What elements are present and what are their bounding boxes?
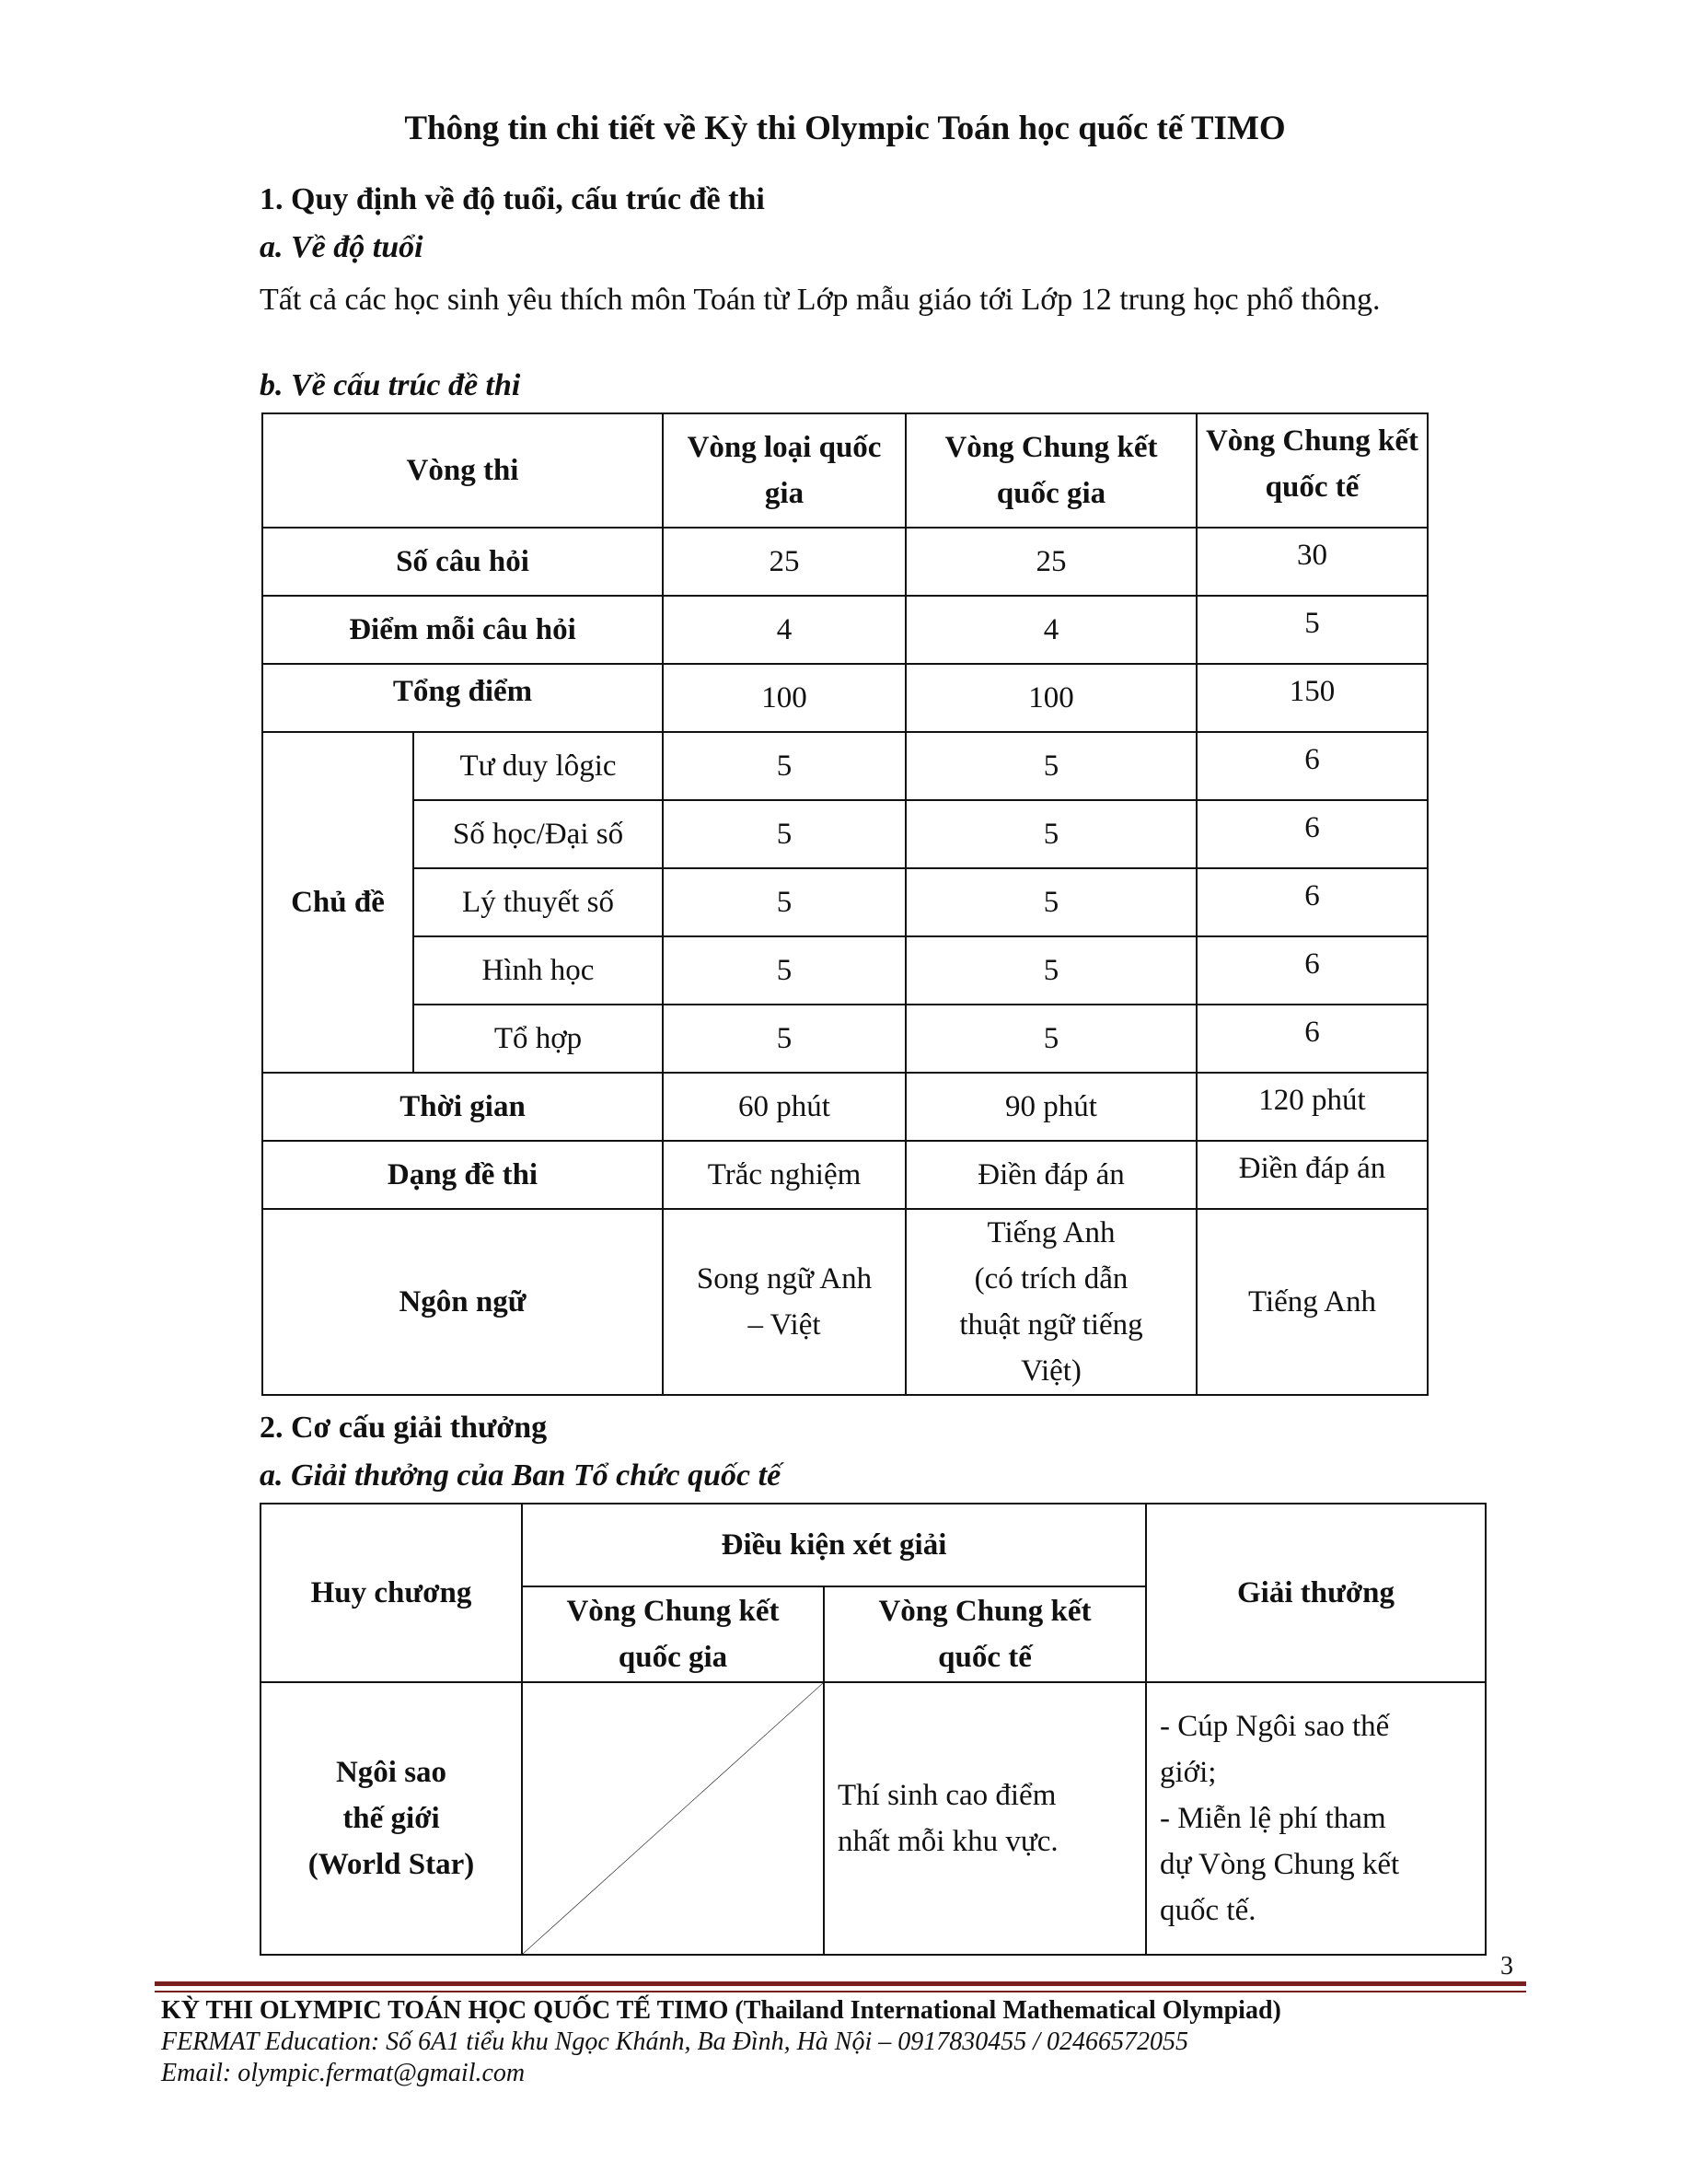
cell-line: Vòng Chung kết bbox=[566, 1595, 780, 1628]
table-cell: 5 bbox=[906, 1005, 1197, 1073]
table-cell: 5 bbox=[906, 868, 1197, 936]
table-cell: 6 bbox=[1197, 936, 1428, 1005]
table-cell: 5 bbox=[663, 868, 906, 936]
table-cell: 6 bbox=[1197, 800, 1428, 868]
table-cell: 5 bbox=[663, 1005, 906, 1073]
cell-line: quốc gia bbox=[618, 1641, 728, 1674]
cell-line: giới; bbox=[1160, 1756, 1217, 1789]
document-title: Thông tin chi tiết về Kỳ thi Olympic Toán học quốc tế TIMO bbox=[404, 110, 1286, 147]
cell-line: Song ngữ Anh bbox=[696, 1262, 873, 1295]
table-cell: 100 bbox=[663, 664, 906, 732]
diagonal-line bbox=[523, 1683, 823, 1954]
table-cell: 100 bbox=[906, 664, 1197, 732]
table-cell: 5 bbox=[1197, 596, 1428, 664]
international-condition bbox=[824, 1682, 1146, 1955]
exam-structure-table bbox=[261, 412, 1429, 1396]
cell-line: thế giới bbox=[342, 1802, 440, 1835]
row-label: Ngôn ngữ bbox=[262, 1209, 663, 1395]
cell-line: - Miễn lệ phí tham bbox=[1160, 1802, 1386, 1835]
header-prize: Giải thưởng bbox=[1146, 1504, 1486, 1682]
table-cell: 4 bbox=[906, 596, 1197, 664]
section1-heading: 1. Quy định về độ tuổi, cấu trúc đề thi bbox=[260, 182, 765, 216]
table-cell: 5 bbox=[663, 732, 906, 800]
table-row bbox=[262, 528, 1428, 596]
table-cell: 5 bbox=[906, 732, 1197, 800]
table-row bbox=[262, 1209, 1428, 1395]
table-cell: 6 bbox=[1197, 1005, 1428, 1073]
header-conditions: Điều kiện xét giải bbox=[522, 1504, 1146, 1586]
section2-heading: 2. Cơ cấu giải thưởng bbox=[260, 1411, 548, 1445]
table-row bbox=[262, 936, 1428, 1005]
table-cell: 25 bbox=[906, 528, 1197, 596]
cell-line: (có trích dẫn bbox=[974, 1262, 1129, 1295]
cell-line: quốc tế. bbox=[1160, 1894, 1256, 1927]
table-row bbox=[262, 596, 1428, 664]
table-cell: 6 bbox=[1197, 868, 1428, 936]
cell-line: nhất mỗi khu vực. bbox=[838, 1825, 1059, 1858]
table-row bbox=[262, 868, 1428, 936]
awards-table bbox=[260, 1503, 1487, 1956]
row-label: Tổng điểm bbox=[262, 664, 663, 732]
table-row bbox=[260, 1682, 1486, 1955]
topic-label: Hình học bbox=[413, 936, 663, 1005]
cell-line: Tiếng Anh bbox=[987, 1216, 1116, 1249]
table-cell: Trắc nghiệm bbox=[663, 1141, 906, 1209]
cell-line: Việt) bbox=[1021, 1354, 1082, 1388]
medal-world-star bbox=[260, 1682, 522, 1955]
row-label: Điểm mỗi câu hỏi bbox=[262, 596, 663, 664]
section2-sub-a: a. Giải thưởng của Ban Tổ chức quốc tế bbox=[260, 1458, 781, 1493]
footer-rule-thin bbox=[155, 1991, 1526, 1992]
row-label: Số câu hỏi bbox=[262, 528, 663, 596]
footer-title: KỲ THI OLYMPIC TOÁN HỌC QUỐC TẾ TIMO (Thailand International Mathematical Olympiad) bbox=[161, 1996, 1281, 2025]
cell-line: Ngôi sao bbox=[335, 1756, 447, 1789]
table-row bbox=[262, 1073, 1428, 1141]
footer-rule bbox=[155, 1981, 1526, 1986]
table-cell bbox=[906, 1209, 1197, 1395]
page-number: 3 bbox=[1500, 1952, 1513, 1981]
cell-line: Thí sinh cao điểm bbox=[838, 1779, 1057, 1812]
table-row bbox=[262, 664, 1428, 732]
age-paragraph: Tất cả các học sinh yêu thích môn Toán từ Lớp mẫu giáo tới Lớp 12 trung học phổ thông. bbox=[260, 283, 1381, 317]
table-row bbox=[262, 732, 1428, 800]
table-cell: 30 bbox=[1197, 528, 1428, 596]
cell-line: - Cúp Ngôi sao thế bbox=[1160, 1710, 1390, 1743]
table-header-row bbox=[260, 1504, 1486, 1586]
topic-label: Số học/Đại số bbox=[413, 800, 663, 868]
empty-diagonal-cell bbox=[522, 1682, 824, 1955]
table-cell: 5 bbox=[663, 800, 906, 868]
row-label: Thời gian bbox=[262, 1073, 663, 1141]
cell-line: thuật ngữ tiếng bbox=[959, 1308, 1143, 1342]
row-label: Dạng đề thi bbox=[262, 1141, 663, 1209]
table-cell: 25 bbox=[663, 528, 906, 596]
section1-sub-a: a. Về độ tuổi bbox=[260, 230, 423, 264]
table-cell: Điền đáp án bbox=[1197, 1141, 1428, 1209]
header-national-final: Vòng Chung kết quốc gia bbox=[906, 413, 1197, 528]
cell-line: quốc tế bbox=[938, 1641, 1032, 1674]
table-cell bbox=[663, 1209, 906, 1395]
table-cell: 90 phút bbox=[906, 1073, 1197, 1141]
header-national-final bbox=[522, 1586, 824, 1682]
table-cell: Tiếng Anh bbox=[1197, 1209, 1428, 1395]
table-cell: 150 bbox=[1197, 664, 1428, 732]
header-international-final bbox=[824, 1586, 1146, 1682]
table-row bbox=[262, 1005, 1428, 1073]
section1-sub-b: b. Về cấu trúc đề thi bbox=[260, 368, 521, 402]
footer-email: Email: olympic.fermat@gmail.com bbox=[161, 2059, 526, 2087]
table-row bbox=[262, 1141, 1428, 1209]
header-national-qualifier: Vòng loại quốc gia bbox=[663, 413, 906, 528]
table-cell: 5 bbox=[906, 800, 1197, 868]
topic-group-label: Chủ đề bbox=[262, 732, 413, 1073]
topic-label: Tư duy lôgic bbox=[413, 732, 663, 800]
prize-description bbox=[1146, 1682, 1486, 1955]
table-header-row bbox=[262, 413, 1428, 528]
cell-line: (World Star) bbox=[307, 1848, 475, 1881]
footer-address: FERMAT Education: Số 6A1 tiểu khu Ngọc Khánh, Ba Đình, Hà Nội – 0917830455 / 02466572055 bbox=[161, 2027, 1189, 2056]
header-medal: Huy chương bbox=[260, 1504, 522, 1682]
table-row bbox=[262, 800, 1428, 868]
table-cell: 60 phút bbox=[663, 1073, 906, 1141]
topic-label: Lý thuyết số bbox=[413, 868, 663, 936]
topic-label: Tổ hợp bbox=[413, 1005, 663, 1073]
table-cell: 4 bbox=[663, 596, 906, 664]
header-international-final: Vòng Chung kết quốc tế bbox=[1197, 413, 1428, 528]
cell-line: – Việt bbox=[747, 1308, 821, 1342]
table-cell: 5 bbox=[906, 936, 1197, 1005]
table-cell: Điền đáp án bbox=[906, 1141, 1197, 1209]
cell-line: dự Vòng Chung kết bbox=[1160, 1848, 1400, 1881]
cell-line: Vòng Chung kết bbox=[878, 1595, 1092, 1628]
table-cell: 5 bbox=[663, 936, 906, 1005]
table-cell: 120 phút bbox=[1197, 1073, 1428, 1141]
table-cell: 6 bbox=[1197, 732, 1428, 800]
header-round: Vòng thi bbox=[262, 413, 663, 528]
